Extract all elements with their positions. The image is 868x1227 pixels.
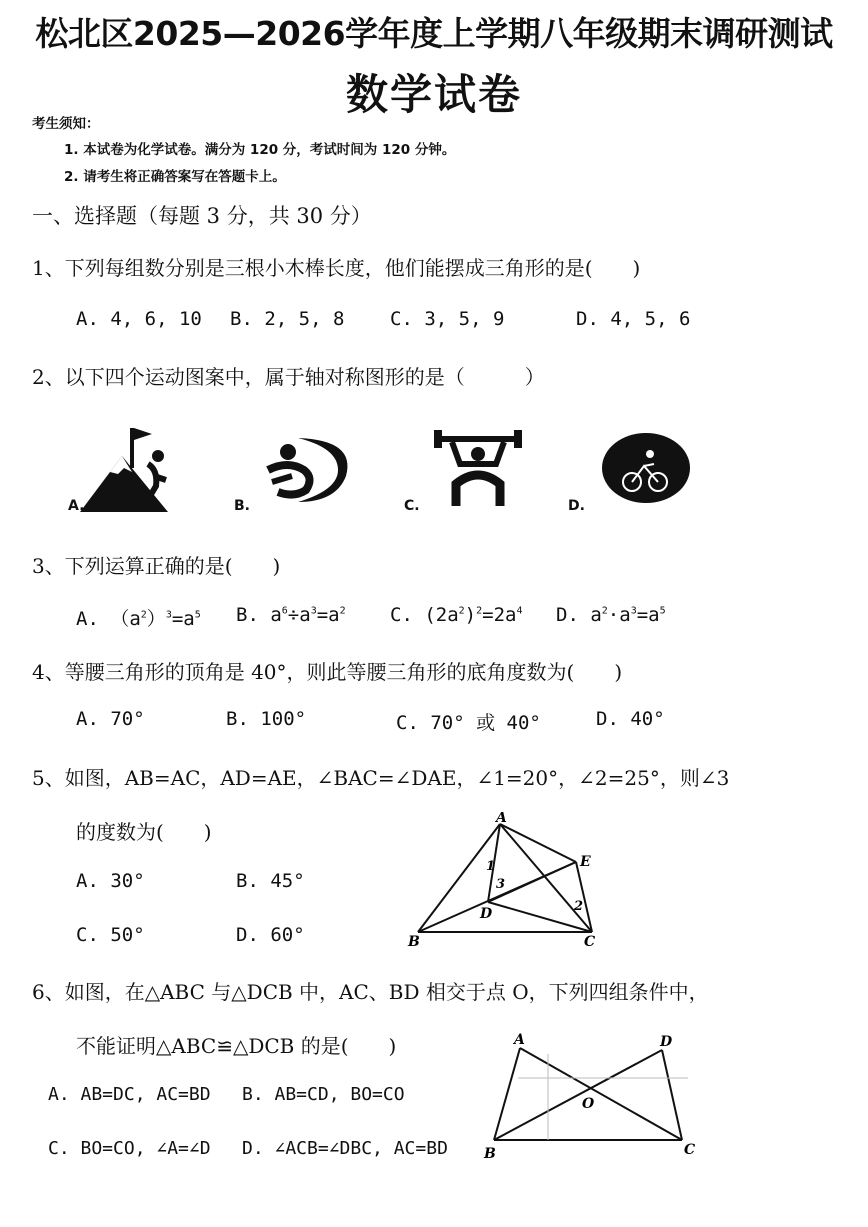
q3-option-d: D. $a^2\cdot a^3=a^5$ bbox=[556, 604, 666, 626]
question-5-stem-line-2: 的度数为( ) bbox=[76, 820, 212, 844]
q4-option-a: A. 70° bbox=[76, 708, 145, 730]
q5-label-d: D bbox=[480, 906, 493, 922]
question-1-stem: 1、下列每组数分别是三根小木棒长度，他们能摆成三角形的是( ) bbox=[32, 256, 641, 280]
q1-option-a: A. 4, 6, 10 bbox=[76, 308, 202, 330]
q6-label-b: B bbox=[484, 1146, 496, 1162]
q5-geometry-figure bbox=[400, 812, 620, 952]
q2-label-a: A. bbox=[68, 498, 85, 514]
question-4-stem: 4、等腰三角形的顶角是 40°，则此等腰三角形的底角度数为( ) bbox=[32, 660, 623, 684]
q6-label-o: O bbox=[582, 1096, 595, 1112]
question-5-stem-line-1: 5、如图，AB=AC，AD=AE，∠BAC=∠DAE，∠1=20°，∠2=25°，则∠3 bbox=[32, 766, 730, 790]
q5-option-a: A. 30° bbox=[76, 870, 145, 892]
q5-angle-2: 2 bbox=[574, 899, 584, 914]
exam-subtitle: 数学试卷 bbox=[345, 70, 522, 119]
q3-option-b: B. $a^6\div a^3=a^2$ bbox=[236, 604, 346, 626]
q5-angle-1: 1 bbox=[486, 859, 496, 874]
q6-option-b: B. AB=CD, BO=CO bbox=[242, 1084, 405, 1105]
q4-option-c: C. 70° 或 40° bbox=[396, 712, 541, 734]
question-6-stem-line-2: 不能证明△ABC≌△DCB 的是( ) bbox=[76, 1034, 397, 1058]
q1-option-c: C. 3, 5, 9 bbox=[390, 308, 505, 330]
q5-label-c: C bbox=[584, 934, 596, 950]
q5-option-b: B. 45° bbox=[236, 870, 305, 892]
q6-label-a: A bbox=[514, 1032, 525, 1048]
q3-option-c: C. $(2a^2)^2=2a^4$ bbox=[390, 604, 523, 626]
q5-option-d: D. 60° bbox=[236, 924, 305, 946]
q2-figure-c-weightlifter bbox=[430, 424, 526, 510]
exam-title: 松北区2025—2026学年度上学期八年级期末调研测试 bbox=[35, 14, 833, 53]
q2-figure-d-cyclist-disc bbox=[598, 428, 694, 506]
q6-option-c: C. BO=CO, ∠A=∠D bbox=[48, 1138, 211, 1159]
question-6-stem-line-1: 6、如图，在△ABC 与△DCB 中，AC、BD 相交于点 O，下列四组条件中， bbox=[32, 980, 709, 1004]
notice-item-1: 1. 本试卷为化学试卷。满分为 120 分，考试时间为 120 分钟。 bbox=[64, 142, 456, 158]
q4-option-b: B. 100° bbox=[226, 708, 307, 730]
q6-label-c: C bbox=[684, 1142, 696, 1158]
q6-option-a: A. AB=DC, AC=BD bbox=[48, 1084, 211, 1105]
q5-label-b: B bbox=[408, 934, 420, 950]
q6-label-d: D bbox=[660, 1034, 673, 1050]
q5-label-a: A bbox=[496, 812, 507, 826]
q2-label-c: C. bbox=[404, 498, 420, 514]
question-3-stem: 3、下列运算正确的是( ) bbox=[32, 554, 281, 578]
notice-item-2: 2. 请考生将正确答案写在答题卡上。 bbox=[64, 169, 286, 185]
q3-option-a: A. $(a^2)^3=a^5$ bbox=[76, 608, 201, 630]
question-2-stem: 2、以下四个运动图案中，属于轴对称图形的是（ ） bbox=[32, 365, 545, 389]
q2-label-b: B. bbox=[234, 498, 250, 514]
notice-heading: 考生须知： bbox=[32, 116, 100, 132]
section-heading: 一、选择题（每题 3 分，共 30 分） bbox=[32, 204, 372, 228]
q5-option-c: C. 50° bbox=[76, 924, 145, 946]
q1-option-d: D. 4, 5, 6 bbox=[576, 308, 691, 330]
q5-angle-3: 3 bbox=[496, 877, 506, 892]
q2-figure-b-swirl-athlete bbox=[258, 430, 358, 510]
q6-option-d: D. ∠ACB=∠DBC, AC=BD bbox=[242, 1138, 448, 1159]
q5-label-e: E bbox=[580, 854, 591, 870]
q2-label-d: D. bbox=[568, 498, 585, 514]
q4-option-d: D. 40° bbox=[596, 708, 665, 730]
q1-option-b: B. 2, 5, 8 bbox=[230, 308, 345, 330]
q6-geometry-figure bbox=[478, 1024, 708, 1168]
